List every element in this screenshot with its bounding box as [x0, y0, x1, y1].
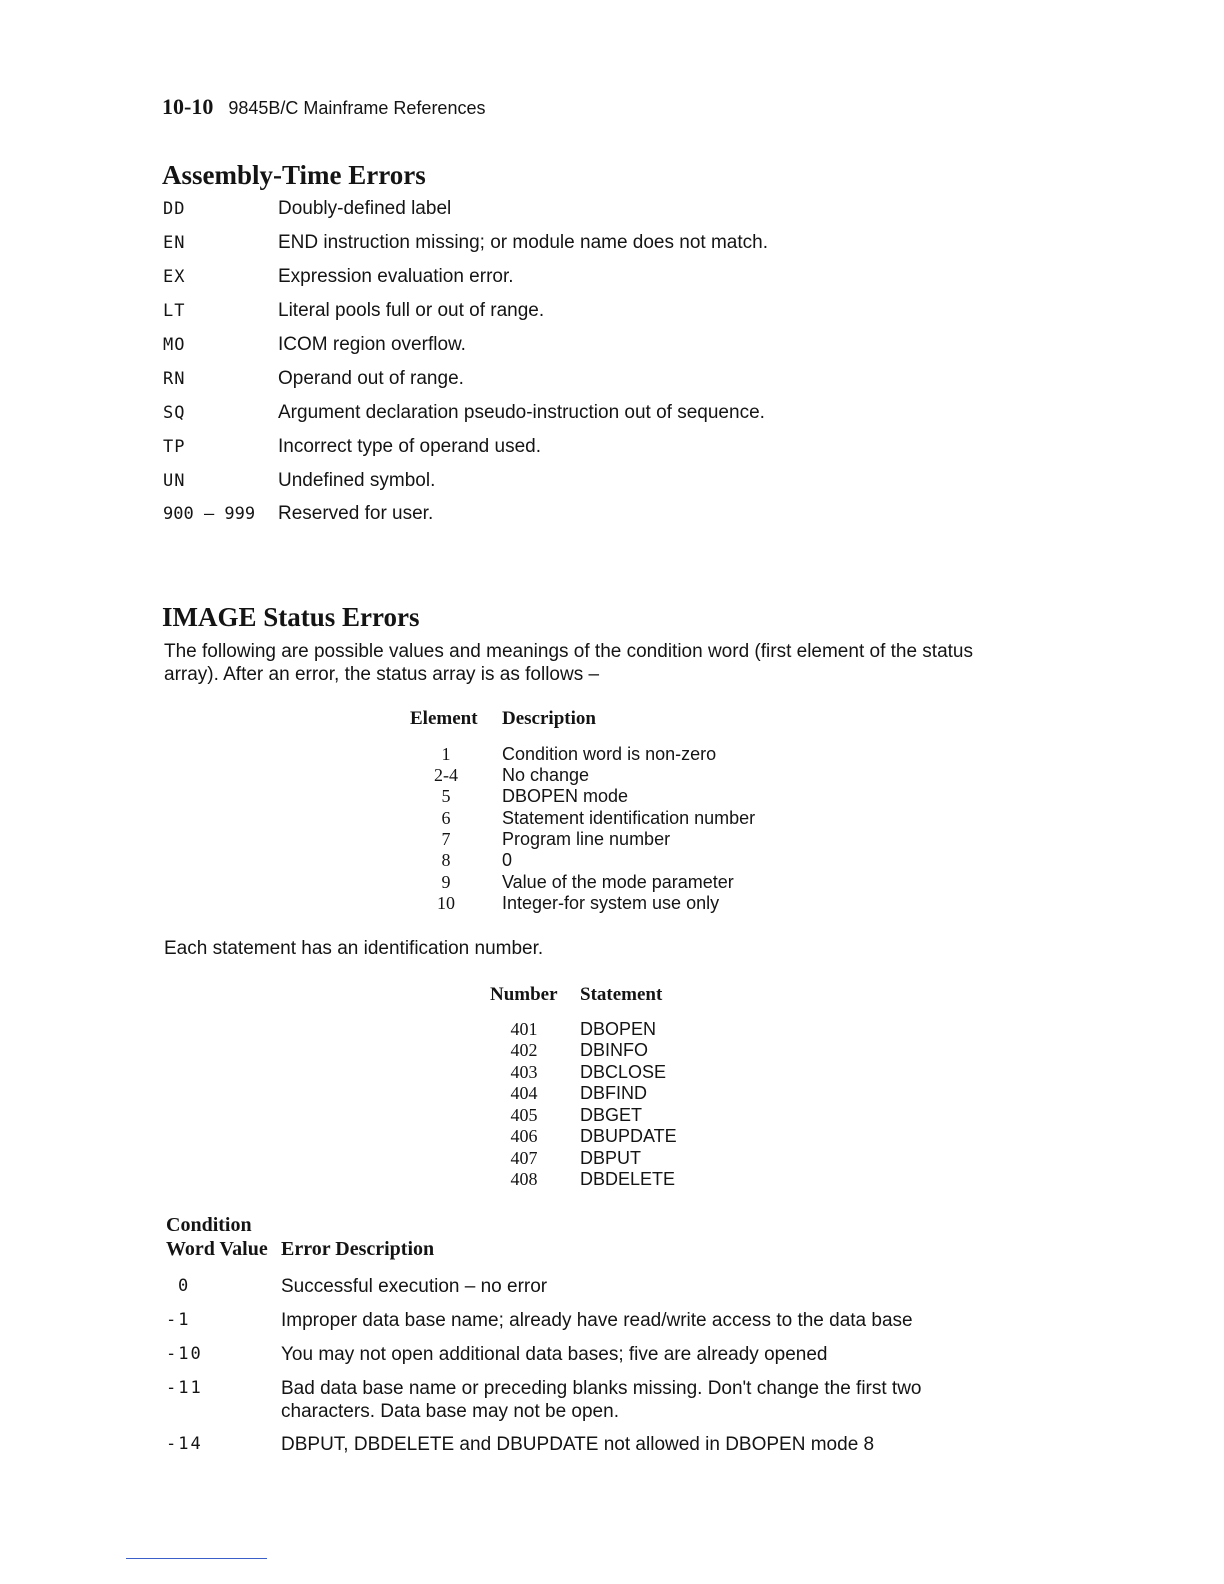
statement-name: DBGET [580, 1105, 643, 1125]
statement-intro: Each statement has an identification number. [164, 938, 544, 959]
error-code: TP [163, 437, 186, 457]
description-column-header: Description [502, 708, 596, 729]
condition-description: Successful execution – no error [281, 1276, 548, 1297]
error-code: UN [163, 471, 186, 491]
statement-name: DBCLOSE [580, 1062, 667, 1082]
condition-value: 0 [178, 1276, 191, 1296]
statement-number: 405 [510, 1105, 538, 1125]
condition-value: -14 [166, 1434, 203, 1454]
element-number: 5 [441, 786, 451, 806]
element-number: 10 [437, 893, 455, 913]
number-column-header: Number [490, 984, 558, 1005]
condition-description: Improper data base name; already have read/write access to the data base [281, 1310, 913, 1331]
page-number: 10-10 [162, 94, 214, 119]
error-code: RN [163, 369, 186, 389]
statement-column-header: Statement [580, 984, 663, 1005]
condition-description: DBPUT, DBDELETE and DBUPDATE not allowed in DBOPEN mode 8 [281, 1434, 875, 1455]
page-header-title: 9845B/C Mainframe References [228, 98, 486, 118]
error-description: Incorrect type of operand used. [278, 436, 541, 457]
element-number: 2-4 [434, 765, 458, 785]
statement-name: DBINFO [580, 1040, 649, 1060]
statement-number: 401 [510, 1019, 538, 1039]
assembly-errors-heading: Assembly-Time Errors [162, 160, 426, 190]
statement-name: DBDELETE [580, 1169, 676, 1189]
element-description: Value of the mode parameter [502, 872, 734, 892]
error-code: SQ [163, 403, 186, 423]
element-column-header: Element [410, 708, 478, 729]
element-description: No change [502, 765, 590, 785]
element-number: 6 [441, 808, 451, 828]
error-code: EN [163, 233, 186, 253]
element-number: 8 [441, 850, 451, 870]
statement-number: 406 [510, 1126, 538, 1146]
error-code: EX [163, 267, 186, 287]
error-description: ICOM region overflow. [278, 334, 466, 355]
error-description: Expression evaluation error. [278, 266, 514, 287]
statement-name: DBUPDATE [580, 1126, 677, 1146]
error-description: Literal pools full or out of range. [278, 300, 545, 321]
statement-name: DBFIND [580, 1083, 647, 1103]
element-description: Integer-for system use only [502, 893, 720, 913]
error-code: DD [163, 199, 186, 219]
statement-name: DBOPEN [580, 1019, 657, 1039]
image-status-intro: The following are possible values and meanings of the condition word (first element of the status array). After an error, the status array is as follows – [164, 641, 974, 685]
statement-number: 407 [510, 1148, 538, 1168]
error-description: Argument declaration pseudo-instruction out of sequence. [278, 402, 765, 423]
error-description-column-header: Error Description [281, 1238, 435, 1260]
element-description: Condition word is non-zero [502, 744, 717, 764]
error-code: 900 – 999 [163, 504, 256, 524]
condition-value: -11 [166, 1378, 203, 1398]
error-code: MO [163, 335, 186, 355]
error-code: LT [163, 301, 186, 321]
page-header [162, 94, 485, 120]
error-description: END instruction missing; or module name does not match. [278, 232, 768, 253]
error-description: Operand out of range. [278, 368, 464, 389]
word-value-column-header: Word Value [166, 1238, 268, 1260]
error-description: Doubly-defined label [278, 198, 452, 219]
error-description: Undefined symbol. [278, 470, 436, 491]
statement-number: 403 [510, 1062, 538, 1082]
condition-description: You may not open additional data bases; five are already opened [281, 1344, 828, 1365]
condition-column-header: Condition [166, 1214, 252, 1236]
condition-description: Bad data base name or preceding blanks missing. Don't change the first two characters. Data base may not be open. [281, 1378, 922, 1422]
element-description: Statement identification number [502, 808, 756, 828]
error-description: Reserved for user. [278, 503, 434, 524]
statement-name: DBPUT [580, 1148, 642, 1168]
element-description: 0 [502, 850, 513, 870]
element-number: 1 [441, 744, 451, 764]
element-description: DBOPEN mode [502, 786, 629, 806]
condition-value: -1 [166, 1310, 191, 1330]
statement-number: 408 [510, 1169, 538, 1189]
footer-rule [126, 1558, 267, 1559]
element-number: 7 [441, 829, 451, 849]
statement-number: 404 [510, 1083, 538, 1103]
element-description: Program line number [502, 829, 671, 849]
element-number: 9 [441, 872, 451, 892]
statement-number: 402 [510, 1040, 538, 1060]
image-status-heading: IMAGE Status Errors [162, 602, 420, 632]
condition-value: -10 [166, 1344, 203, 1364]
